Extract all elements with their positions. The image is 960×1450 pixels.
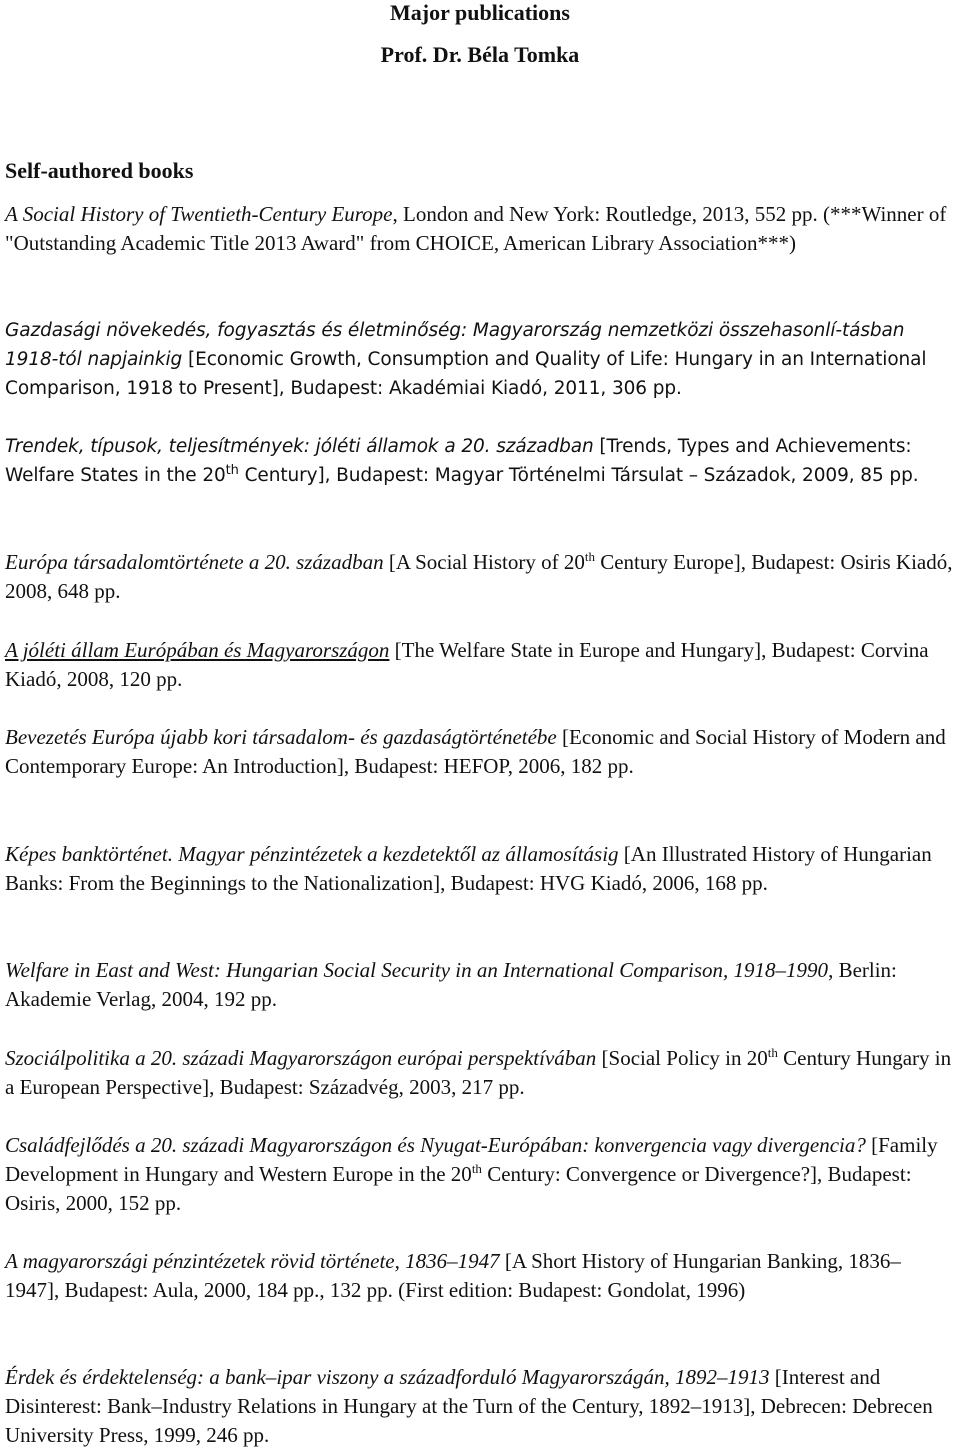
publication-details-cont: Century Hungary in a European Perspective], Budapest: Századvég, 2003, 217 pp. <box>5 1046 952 1099</box>
publication-entry-3 <box>5 432 955 490</box>
publication-title: Welfare in East and West: Hungarian Social Security in an International Comparison, 1918–1990 <box>5 958 829 982</box>
publication-entry-6 <box>5 723 955 781</box>
publication-title: Családfejlődés a 20. századi Magyarországon és Nyugat-Európában: konvergencia vagy divergencia? <box>5 1133 866 1157</box>
publication-entry-8 <box>5 956 955 1014</box>
publication-details: [Economic and Social History of Modern and Contemporary Europe: An Introduction], Budapest: HEFOP, 2006, 182 pp. <box>5 725 946 778</box>
publication-details: [Social Policy in 20 <box>596 1046 768 1070</box>
publication-entry-1 <box>5 200 955 258</box>
ordinal-suffix: th <box>225 462 239 478</box>
publication-details-cont: Century: Convergence or Divergence?], Budapest: Osiris, 2000, 152 pp. <box>5 1162 912 1215</box>
publication-details: , Berlin: Akademie Verlag, 2004, 192 pp. <box>5 958 897 1011</box>
author-name: Prof. Dr. Béla Tomka <box>380 42 580 67</box>
publication-details: [The Welfare State in Europe and Hungary], Budapest: Corvina Kiadó, 2008, 120 pp. <box>5 638 929 691</box>
publication-title: Szociálpolitika a 20. századi Magyarországon európai perspektívában <box>5 1046 597 1070</box>
ordinal-suffix: th <box>584 549 595 564</box>
publication-title: Képes banktörténet. Magyar pénzintézetek a kezdetektől az államosításig <box>5 842 619 866</box>
publication-details: [An Illustrated History of Hungarian Banks: From the Beginnings to the Nationalization], Budapest: HVG Kiadó, 2006, 168 pp. <box>5 842 932 895</box>
publication-details-cont: Century Europe], Budapest: Osiris Kiadó, 2008, 648 pp. <box>5 550 953 603</box>
publication-details: [Interest and Disinterest: Bank–Industry Relations in Hungary at the Turn of the Century, 1892–1913], Debrecen: Debrecen University Press, 1999, 246 pp. <box>5 1365 933 1447</box>
document-title: Major publications <box>390 0 570 25</box>
publication-details: [Trends, Types and Achievements: Welfare States in the 20 <box>5 436 912 486</box>
publication-title: A jóléti állam Európában és Magyarországon <box>5 638 390 662</box>
section-heading: Self-authored books <box>5 158 194 183</box>
publication-title: Európa társadalomtörténete a 20. században <box>5 550 384 574</box>
publication-details: [Family Development in Hungary and Western Europe in the 20 <box>5 1133 938 1186</box>
publication-title: Érdek és érdektelenség: a bank–ipar viszony a századforduló Magyarországán, 1892–1913 <box>5 1365 770 1389</box>
publication-entry-12 <box>5 1363 955 1450</box>
publication-title: Trendek, típusok, teljesítmények: jóléti államok a 20. században <box>5 436 594 457</box>
publication-entry-7 <box>5 840 955 898</box>
publication-entry-11 <box>5 1247 955 1305</box>
publication-title: Bevezetés Európa újabb kori társadalom- és gazdaságtörténetébe <box>5 725 557 749</box>
publication-title: A Social History of Twentieth-Century Europe <box>5 202 393 226</box>
ordinal-suffix: th <box>471 1161 482 1176</box>
publication-details: [Economic Growth, Consumption and Quality of Life: Hungary in an International Comparison, 1918 to Present], Budapest: Akadémiai Kiadó, 2011, 306 pp. <box>5 349 927 399</box>
publication-details-cont: Century], Budapest: Magyar Történelmi Társulat – Századok, 2009, 85 pp. <box>238 465 919 486</box>
publication-details: , London and New York: Routledge, 2013, 552 pp. (***Winner of "Outstanding Academic Title 2013 Award" from CHOICE, American Library Association***) <box>5 202 947 255</box>
publication-entry-5 <box>5 636 955 694</box>
publication-entry-2 <box>5 316 955 403</box>
publication-entry-10 <box>5 1131 955 1218</box>
ordinal-suffix: th <box>767 1045 778 1060</box>
publication-details: [A Short History of Hungarian Banking, 1836–1947], Budapest: Aula, 2000, 184 pp., 132 pp. (First edition: Budapest: Gondolat, 1996) <box>5 1249 901 1302</box>
publication-details: [A Social History of 20 <box>383 550 585 574</box>
publication-entry-9 <box>5 1044 955 1102</box>
publication-entry-4 <box>5 548 955 606</box>
publication-title: Gazdasági növekedés, fogyasztás és életminőség: Magyarország nemzetközi összehasonlí-tásban 1918-tól napjainkig <box>5 320 905 370</box>
publication-title: A magyarországi pénzintézetek rövid története, 1836–1947 <box>5 1249 500 1273</box>
